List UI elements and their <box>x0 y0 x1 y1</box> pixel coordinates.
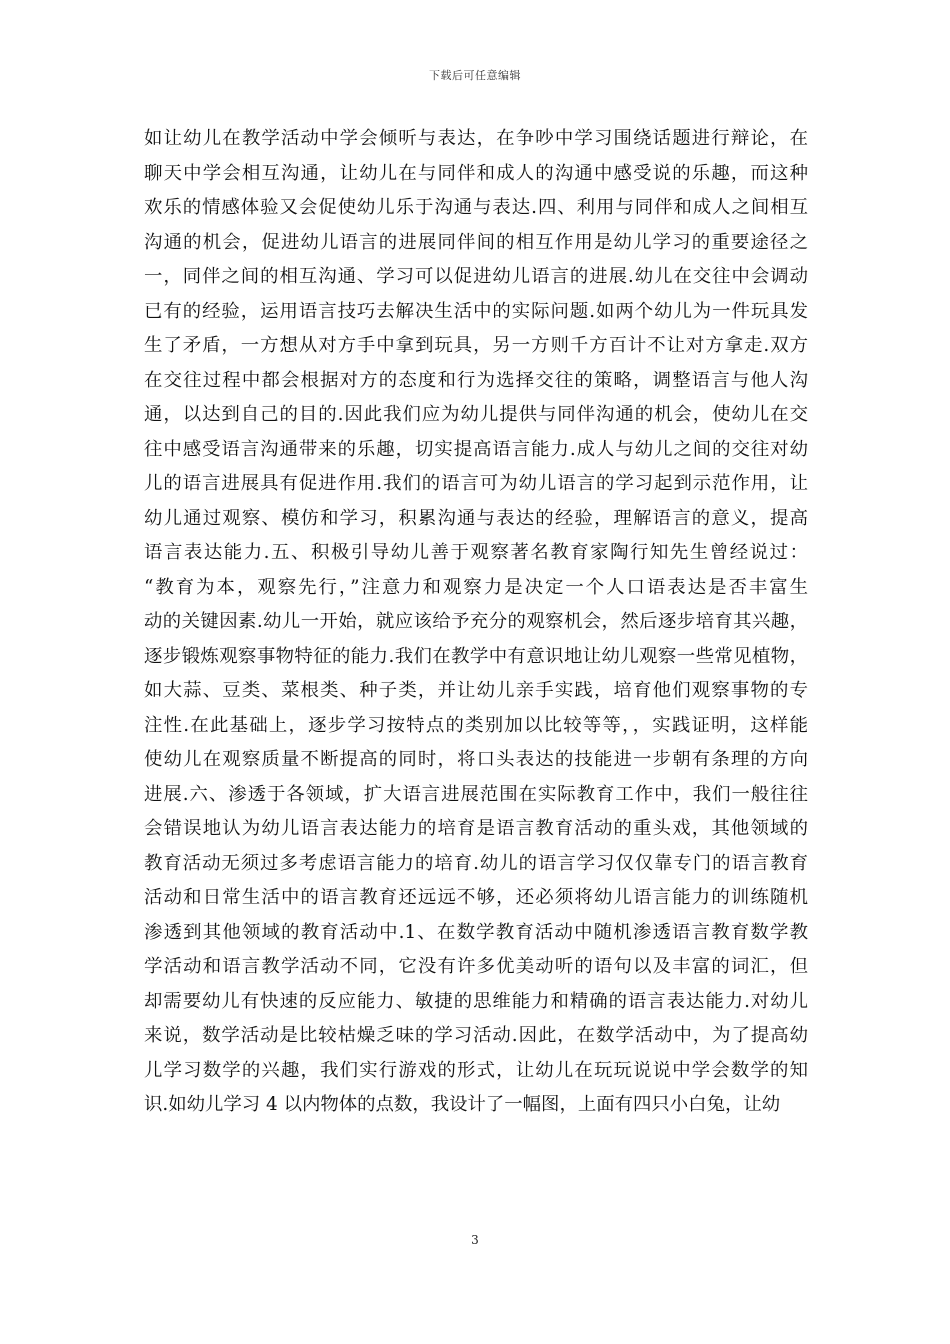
text-line: 往中感受语言沟通带来的乐趣，切实提高语言能力.成人与幼儿之间的交往对幼 <box>144 438 808 460</box>
text-line: 却需要幼儿有快速的反应能力、敏捷的思维能力和精确的语言表达能力.对幼儿 <box>144 990 808 1012</box>
text-line: 使幼儿在观察质量不断提高的同时，将口头表达的技能进一步朝有条理的方向 <box>144 749 808 770</box>
page-header: 下载后可任意编辑 <box>429 69 521 82</box>
text-line: 儿的语言进展具有促进作用.我们的语言可为幼儿语言的学习起到示范作用，让 <box>144 473 808 494</box>
text-line: 活动和日常生活中的语言教育还远远不够，还必须将幼儿语言能力的训练随机 <box>144 887 808 908</box>
text-line: “教育为本，观察先行，”注意力和观察力是决定一个人口语表达是否丰富生 <box>144 576 808 598</box>
text-line: 语言表达能力.五、积极引导幼儿善于观察著名教育家陶行知先生曾经说过： <box>144 542 808 563</box>
text-line: 注性.在此基础上，逐步学习按特点的类别加以比较等等，，实践证明，这样能 <box>144 714 808 736</box>
text-line: 渗透到其他领域的教育活动中.1、在数学教育活动中随机渗透语言教育数学教 <box>144 921 808 943</box>
text-line: 进展.六、渗透于各领域，扩大语言进展范围在实际教育工作中，我们一般往往 <box>144 783 808 805</box>
text-line: 欢乐的情感体验又会促使幼儿乐于沟通与表达.四、利用与同伴和成人之间相互 <box>144 197 808 218</box>
text-line: 会错误地认为幼儿语言表达能力的培育是语言教育活动的重头戏，其他领域的 <box>144 818 808 839</box>
document-body <box>144 122 808 1123</box>
text-line: 通，以达到自己的目的.因此我们应为幼儿提供与同伴沟通的机会，使幼儿在交 <box>144 404 808 425</box>
text-line: 动的关键因素.幼儿一开始，就应该给予充分的观察机会，然后逐步培育其兴趣， <box>144 611 808 632</box>
text-line: 来说，数学活动是比较枯燥乏味的学习活动.因此，在数学活动中，为了提高幼 <box>144 1025 808 1046</box>
text-line: 学活动和语言教学活动不同，它没有许多优美动听的语句以及丰富的词汇，但 <box>144 956 808 977</box>
text-line: 一，同伴之间的相互沟通、学习可以促进幼儿语言的进展.幼儿在交往中会调动 <box>144 266 808 287</box>
text-line: 沟通的机会，促进幼儿语言的进展同伴间的相互作用是幼儿学习的重要途径之 <box>144 231 808 253</box>
text-line: 逐步锻炼观察事物特征的能力.我们在教学中有意识地让幼儿观察一些常见植物， <box>144 645 808 667</box>
text-line: 教育活动无须过多考虑语言能力的培育.幼儿的语言学习仅仅靠专门的语言教育 <box>144 852 808 874</box>
text-line: 如让幼儿在教学活动中学会倾听与表达，在争吵中学习围绕话题进行辩论，在 <box>144 128 808 149</box>
text-line: 已有的经验，运用语言技巧去解决生活中的实际问题.如两个幼儿为一件玩具发 <box>144 300 808 322</box>
text-line: 如大蒜、豆类、菜根类、种子类，并让幼儿亲手实践，培育他们观察事物的专 <box>144 680 808 701</box>
text-line: 幼儿通过观察、模仿和学习，积累沟通与表达的经验，理解语言的意义，提高 <box>144 507 808 529</box>
page-number: 3 <box>471 1233 479 1247</box>
text-line: 聊天中学会相互沟通，让幼儿在与同伴和成人的沟通中感受说的乐趣，而这种 <box>144 162 808 184</box>
text-line: 识.如幼儿学习 4 以内物体的点数，我设计了一幅图，上面有四只小白兔，让幼 <box>144 1094 781 1115</box>
text-line: 生了矛盾，一方想从对方手中拿到玩具，另一方则千方百计不让对方拿走.双方 <box>144 335 808 356</box>
text-line: 儿学习数学的兴趣，我们实行游戏的形式，让幼儿在玩玩说说中学会数学的知 <box>144 1059 808 1081</box>
text-line: 在交往过程中都会根据对方的态度和行为选择交往的策略，调整语言与他人沟 <box>144 369 808 391</box>
